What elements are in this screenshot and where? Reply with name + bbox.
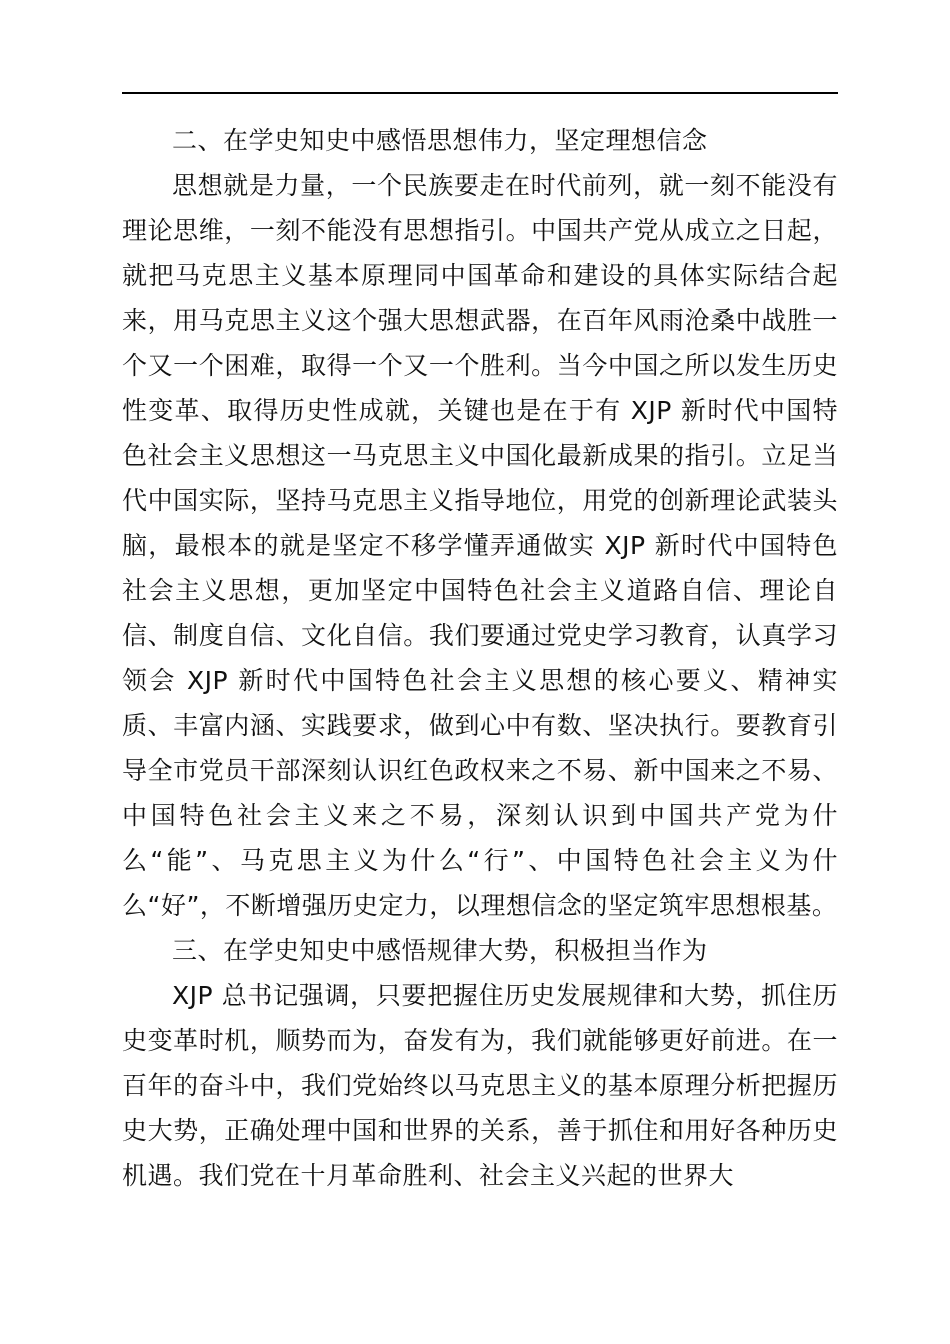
- document-body: [122, 118, 838, 1198]
- section-heading-3: 三、在学史知史中感悟规律大势，积极担当作为: [172, 936, 708, 965]
- section-2-body: 思想就是力量，一个民族要走在时代前列，就一刻不能没有理论思维，一刻不能没有思想指引。中国共产党从成立之日起，就把马克思主义基本原理同中国革命和建设的具体实际结合起来，用马克思主义这个强大思想武器，在百年风雨沧桑中战胜一个又一个困难，取得一个又一个胜利。当今中国之所以发生历史性变革、取得历史性成就，关键也是在于有 XJP 新时代中国特色社会主义思想这一马克思主义中国化最新成果的指引。立足当代中国实际，坚持马克思主义指导地位，用党的创新理论武装头脑，最根本的就是坚定不移学懂弄通做实 XJP 新时代中国特色社会主义思想，更加坚定中国特色社会主义道路自信、理论自信、制度自信、文化自信。我们要通过党史学习教育，认真学习领会 XJP 新时代中国特色社会主义思想的核心要义、精神实质、丰富内涵、实践要求，做到心中有数、坚决执行。要教育引导全市党员干部深刻认识红色政权来之不易、新中国来之不易、中国特色社会主义来之不易，深刻认识到中国共产党为什么“能”、马克思主义为什么“行”、中国特色社会主义为什么“好”，不断增强历史定力，以理想信念的坚定筑牢思想根基。: [122, 171, 838, 920]
- header-rule: [122, 92, 838, 94]
- section-3-body: XJP 总书记强调，只要把握住历史发展规律和大势，抓住历史变革时机，顺势而为，奋发有为，我们就能够更好前进。在一百年的奋斗中，我们党始终以马克思主义的基本原理分析把握历史大势，正确处理中国和世界的关系，善于抓住和用好各种历史机遇。我们党在十月革命胜利、社会主义兴起的世界大: [122, 981, 838, 1190]
- section-heading-2: 二、在学史知史中感悟思想伟力，坚定理想信念: [172, 126, 708, 155]
